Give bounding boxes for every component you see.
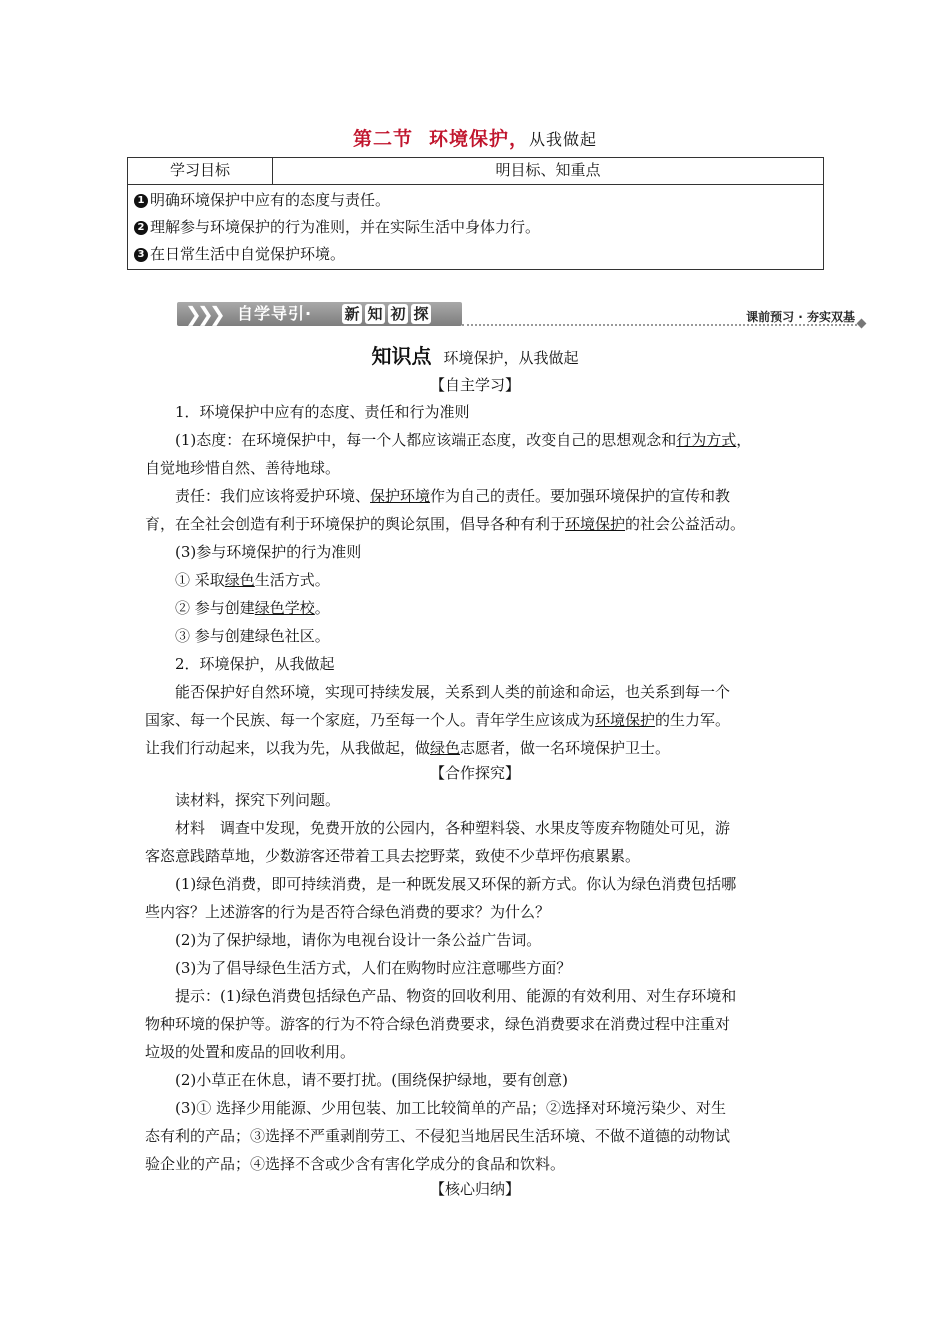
chevron-right-icon: ❯ — [185, 302, 202, 326]
banner-label: 自学导引· — [237, 304, 313, 323]
coop-heading: 【合作探究】 — [429, 764, 520, 782]
section-topic: 环境保护， — [428, 128, 529, 150]
self-study-body: 1．环境保护中应有的态度、责任和行为准则 (1)态度：在环境保护中，每一个人都应该端正态度，改变自己的思想观念和行为方式， 自觉地珍惜自然、善待地球。 责任：我们应该将爱护环境、保护环境作为自己的责任。要加强环境保护的宣传和教 育，在全社会创造有利于环境保护的舆论氛围，倡导各种有利于环境保护的社会公益活动。 (3)参与环境保护的行为准则 ① 采取绿色生活方式。 ② 参与创建绿色学校。 ③ 参与创建绿色社区。 2．环境保护，从我做起 能否保护好自然环境，实现可持续发展，关系到人类的前途和命运，也关系到每一个 国家、每一个民族、每一个家庭，乃至每一个人。青年学生应该成为环境保护的生力军。 让我们行动起来，以我为先，从我做起，做绿色志愿者，做一名环境保护卫士。 — [145, 403, 752, 757]
chevron-right-icon: ❯ — [209, 302, 226, 326]
objectives-header-right: 明目标、知重点 — [495, 161, 601, 179]
banner-right-label: 课前预习 · 夯实双基 — [746, 310, 855, 324]
number-badge-icon: 2 — [134, 221, 148, 235]
number-badge-icon: 1 — [134, 194, 148, 208]
number-badge-icon: 3 — [134, 248, 148, 262]
section-number: 第二节 — [352, 128, 413, 150]
self-study-heading: 【自主学习】 — [429, 376, 520, 394]
objective-item: 3 在日常生活中自觉保护环境。 — [134, 241, 823, 268]
chevron-right-icon: ❯ — [197, 302, 214, 326]
banner-boxes: 新 知 初 探 — [342, 304, 431, 324]
core-heading: 【核心归纳】 — [429, 1180, 520, 1198]
diamond-icon — [857, 319, 867, 329]
section-subtitle: 从我做起 — [529, 130, 598, 149]
knowledge-point-label: 知识点 — [371, 344, 432, 368]
knowledge-point-heading — [0, 340, 950, 369]
knowledge-point-title: 环境保护，从我做起 — [443, 349, 579, 367]
coop-body: 读材料，探究下列问题。 材料 调查中发现，免费开放的公园内，各种塑料袋、水果皮等废弃物随处可见，游 客恣意践踏草地，少数游客还带着工具去挖野菜，致使不少草坪伤痕累累。 (1)绿色消费，即可持续消费，是一种既发展又环保的新方式。你认为绿色消费包括哪 些内容？上述游客的行为是否符合绿色消费的要求？为什么？ (2)为了保护绿地，请你为电视台设计一条公益广告词。 (3)为了倡导绿色生活方式，人们在购物时应注意哪些方面？ 提示：(1)绿色消费包括绿色产品、物资的回收利用、能源的有效利用、对生存环境和 物种环境的保护等。游客的行为不符合绿色消费要求，绿色消费要求在消费过程中注重对 垃圾的处置和废品的回收利用。 (2)小草正在休息，请不要打扰。(围绕保护绿地，要有创意) (3)① 选择少用能源、少用包装、加工比较简单的产品；②选择对环境污染少、对生 态有利的产品；③选择不严重剥削劳工、不侵犯当地居民生活环境、不做不道德的动物试 验企业的产品；④选择不含或少含有害化学成分的食品和饮料。 — [145, 791, 737, 1173]
objectives-header-left: 学习目标 — [128, 158, 273, 184]
objectives-table — [127, 157, 824, 270]
section-banner — [177, 302, 867, 328]
objective-item: 1 明确环境保护中应有的态度与责任。 — [134, 187, 823, 214]
objective-item: 2 理解参与环境保护的行为准则，并在实际生活中身体力行。 — [134, 214, 823, 241]
page-title — [0, 126, 950, 153]
